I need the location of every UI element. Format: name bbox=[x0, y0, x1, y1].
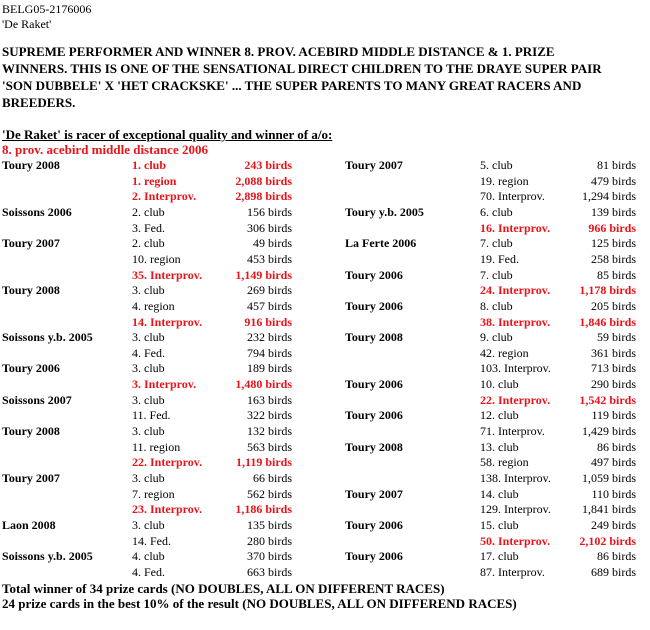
place-result: 16. Interprov. bbox=[480, 221, 551, 235]
birds-count: 1,119 birds bbox=[235, 455, 292, 469]
place-result: 22. Interprov. bbox=[480, 393, 551, 407]
race-name: Toury 2006 bbox=[2, 361, 60, 375]
place-result: 7. club bbox=[480, 268, 513, 282]
birds-count: 81 birds bbox=[597, 158, 636, 172]
subhead: 'De Raket' is racer of exceptional quality and winner of a/o: bbox=[2, 127, 333, 142]
birds-count: 135 birds bbox=[247, 518, 292, 532]
place-result: 2. club bbox=[132, 205, 165, 219]
birds-count: 1,294 birds bbox=[582, 189, 636, 203]
birds-count: 689 birds bbox=[591, 565, 636, 579]
birds-count: 1,178 birds bbox=[579, 283, 636, 297]
birds-count: 258 birds bbox=[591, 252, 636, 266]
place-result: 38. Interprov. bbox=[480, 315, 551, 329]
race-name: Toury y.b. 2005 bbox=[345, 205, 424, 219]
place-result: 12. club bbox=[480, 408, 519, 422]
place-result: 3. club bbox=[132, 283, 165, 297]
place-result: 8. club bbox=[480, 299, 513, 313]
birds-count: 280 birds bbox=[247, 534, 292, 548]
birds-count: 119 birds bbox=[591, 408, 636, 422]
birds-count: 2,088 birds bbox=[235, 174, 292, 188]
place-result: 103. Interprov. bbox=[480, 361, 551, 375]
birds-count: 189 birds bbox=[247, 361, 292, 375]
birds-count: 497 birds bbox=[591, 455, 636, 469]
race-name: Laon 2008 bbox=[2, 518, 56, 532]
place-result: 14. Fed. bbox=[132, 534, 171, 548]
birds-count: 132 birds bbox=[247, 424, 292, 438]
race-name: Toury 2006 bbox=[345, 268, 403, 282]
race-name: Toury 2008 bbox=[345, 440, 403, 454]
place-result: 71. Interprov. bbox=[480, 424, 545, 438]
birds-count: 59 birds bbox=[597, 330, 636, 344]
place-result: 4. Fed. bbox=[132, 346, 165, 360]
birds-count: 2,898 birds bbox=[235, 189, 292, 203]
birds-count: 322 birds bbox=[247, 408, 292, 422]
birds-count: 1,841 birds bbox=[582, 502, 636, 516]
race-name: Toury 2007 bbox=[2, 471, 60, 485]
birds-count: 232 birds bbox=[247, 330, 292, 344]
birds-count: 249 birds bbox=[591, 518, 636, 532]
birds-count: 110 birds bbox=[591, 487, 636, 501]
birds-count: 86 birds bbox=[597, 440, 636, 454]
ring-number: BELG05-2176006 bbox=[2, 2, 92, 16]
race-name: Toury 2006 bbox=[345, 549, 403, 563]
place-result: 138. Interprov. bbox=[480, 471, 551, 485]
birds-count: 370 birds bbox=[247, 549, 292, 563]
birds-count: 794 birds bbox=[247, 346, 292, 360]
place-result: 22. Interprov. bbox=[132, 455, 203, 469]
birds-count: 1,149 birds bbox=[235, 268, 292, 282]
headline-line-2: WINNERS. THIS IS ONE OF THE SENSATIONAL DIRECT CHILDREN TO THE DRAYE SUPER PAIR bbox=[2, 61, 602, 76]
birds-count: 453 birds bbox=[247, 252, 292, 266]
place-result: 14. Interprov. bbox=[132, 315, 203, 329]
race-name: Soissons 2007 bbox=[2, 393, 72, 407]
place-result: 3. club bbox=[132, 471, 165, 485]
place-result: 5. club bbox=[480, 158, 513, 172]
race-name: Toury 2008 bbox=[2, 158, 60, 172]
headline-line-1: SUPREME PERFORMER AND WINNER 8. PROV. ACEBIRD MIDDLE DISTANCE & 1. PRIZE bbox=[2, 44, 555, 59]
place-result: 11. Fed. bbox=[132, 408, 171, 422]
birds-count: 361 birds bbox=[591, 346, 636, 360]
place-result: 3. club bbox=[132, 361, 165, 375]
place-result: 4. region bbox=[132, 299, 175, 313]
place-result: 23. Interprov. bbox=[132, 502, 203, 516]
birds-count: 966 birds bbox=[588, 221, 636, 235]
place-result: 42. region bbox=[480, 346, 529, 360]
place-result: 11. region bbox=[132, 440, 181, 454]
race-name: Toury 2007 bbox=[345, 158, 403, 172]
place-result: 13. club bbox=[480, 440, 519, 454]
place-result: 2. Interprov. bbox=[132, 189, 197, 203]
race-name: Toury 2008 bbox=[2, 283, 60, 297]
birds-count: 663 birds bbox=[247, 565, 292, 579]
birds-count: 2,102 birds bbox=[579, 534, 636, 548]
birds-count: 139 birds bbox=[591, 205, 636, 219]
birds-count: 916 birds bbox=[244, 315, 292, 329]
race-name: Toury 2007 bbox=[345, 487, 403, 501]
place-result: 3. club bbox=[132, 330, 165, 344]
pigeon-name: 'De Raket' bbox=[2, 17, 52, 31]
place-result: 70. Interprov. bbox=[480, 189, 545, 203]
race-name: Soissons y.b. 2005 bbox=[2, 330, 93, 344]
birds-count: 163 birds bbox=[247, 393, 292, 407]
birds-count: 479 birds bbox=[591, 174, 636, 188]
headline-line-4: BREEDERS. bbox=[2, 95, 76, 110]
birds-count: 1,846 birds bbox=[579, 315, 636, 329]
place-result: 3. club bbox=[132, 424, 165, 438]
place-result: 17. club bbox=[480, 549, 519, 563]
place-result: 3. club bbox=[132, 393, 165, 407]
birds-count: 49 birds bbox=[253, 236, 292, 250]
place-result: 35. Interprov. bbox=[132, 268, 203, 282]
birds-count: 562 birds bbox=[247, 487, 292, 501]
place-result: 3. Fed. bbox=[132, 221, 165, 235]
race-name: Toury 2007 bbox=[2, 236, 60, 250]
place-result: 129. Interprov. bbox=[480, 502, 551, 516]
place-result: 4. Fed. bbox=[132, 565, 165, 579]
place-result: 1. club bbox=[132, 158, 167, 172]
place-result: 7. region bbox=[132, 487, 175, 501]
place-result: 2. club bbox=[132, 236, 165, 250]
birds-count: 269 birds bbox=[247, 283, 292, 297]
place-result: 3. Interprov. bbox=[132, 377, 197, 391]
birds-count: 457 birds bbox=[247, 299, 292, 313]
place-result: 7. club bbox=[480, 236, 513, 250]
race-name: La Ferte 2006 bbox=[345, 236, 417, 250]
place-result: 14. club bbox=[480, 487, 519, 501]
race-name: Toury 2006 bbox=[345, 299, 403, 313]
race-name: Soissons 2006 bbox=[2, 205, 72, 219]
place-result: 10. region bbox=[132, 252, 181, 266]
headline-line-3: 'SON DUBBELE' X 'HET CRACKSKE' ... THE SUPER PARENTS TO MANY GREAT RACERS AND bbox=[2, 78, 582, 93]
place-result: 4. club bbox=[132, 549, 165, 563]
birds-count: 290 birds bbox=[591, 377, 636, 391]
race-name: Toury 2006 bbox=[345, 518, 403, 532]
footer-line-1: Total winner of 34 prize cards (NO DOUBLES, ALL ON DIFFERENT RACES) bbox=[2, 581, 445, 596]
birds-count: 125 birds bbox=[591, 236, 636, 250]
birds-count: 563 birds bbox=[247, 440, 292, 454]
place-result: 50. Interprov. bbox=[480, 534, 551, 548]
place-result: 15. club bbox=[480, 518, 519, 532]
race-name: Toury 2006 bbox=[345, 408, 403, 422]
birds-count: 1,542 birds bbox=[579, 393, 636, 407]
birds-count: 713 birds bbox=[591, 361, 636, 375]
race-name: Toury 2008 bbox=[345, 330, 403, 344]
place-result: 9. club bbox=[480, 330, 513, 344]
race-name: Toury 2008 bbox=[2, 424, 60, 438]
place-result: 19. region bbox=[480, 174, 529, 188]
birds-count: 66 birds bbox=[253, 471, 292, 485]
birds-count: 156 birds bbox=[247, 205, 292, 219]
race-name: Toury 2006 bbox=[345, 377, 403, 391]
birds-count: 1,480 birds bbox=[235, 377, 292, 391]
birds-count: 1,186 birds bbox=[235, 502, 292, 516]
place-result: 6. club bbox=[480, 205, 513, 219]
place-result: 87. Interprov. bbox=[480, 565, 545, 579]
place-result: 19. Fed. bbox=[480, 252, 519, 266]
acebird-title: 8. prov. acebird middle distance 2006 bbox=[2, 142, 208, 157]
place-result: 10. club bbox=[480, 377, 519, 391]
place-result: 3. club bbox=[132, 518, 165, 532]
place-result: 58. region bbox=[480, 455, 529, 469]
birds-count: 86 birds bbox=[597, 549, 636, 563]
birds-count: 1,059 birds bbox=[582, 471, 636, 485]
birds-count: 243 birds bbox=[244, 158, 292, 172]
birds-count: 85 birds bbox=[597, 268, 636, 282]
birds-count: 205 birds bbox=[591, 299, 636, 313]
race-name: Soissons y.b. 2005 bbox=[2, 549, 93, 563]
birds-count: 1,429 birds bbox=[582, 424, 636, 438]
birds-count: 306 birds bbox=[247, 221, 292, 235]
place-result: 24. Interprov. bbox=[480, 283, 551, 297]
footer-line-2: 24 prize cards in the best 10% of the result (NO DOUBLES, ALL ON DIFFEREND RACES) bbox=[2, 596, 517, 611]
place-result: 1. region bbox=[132, 174, 177, 188]
